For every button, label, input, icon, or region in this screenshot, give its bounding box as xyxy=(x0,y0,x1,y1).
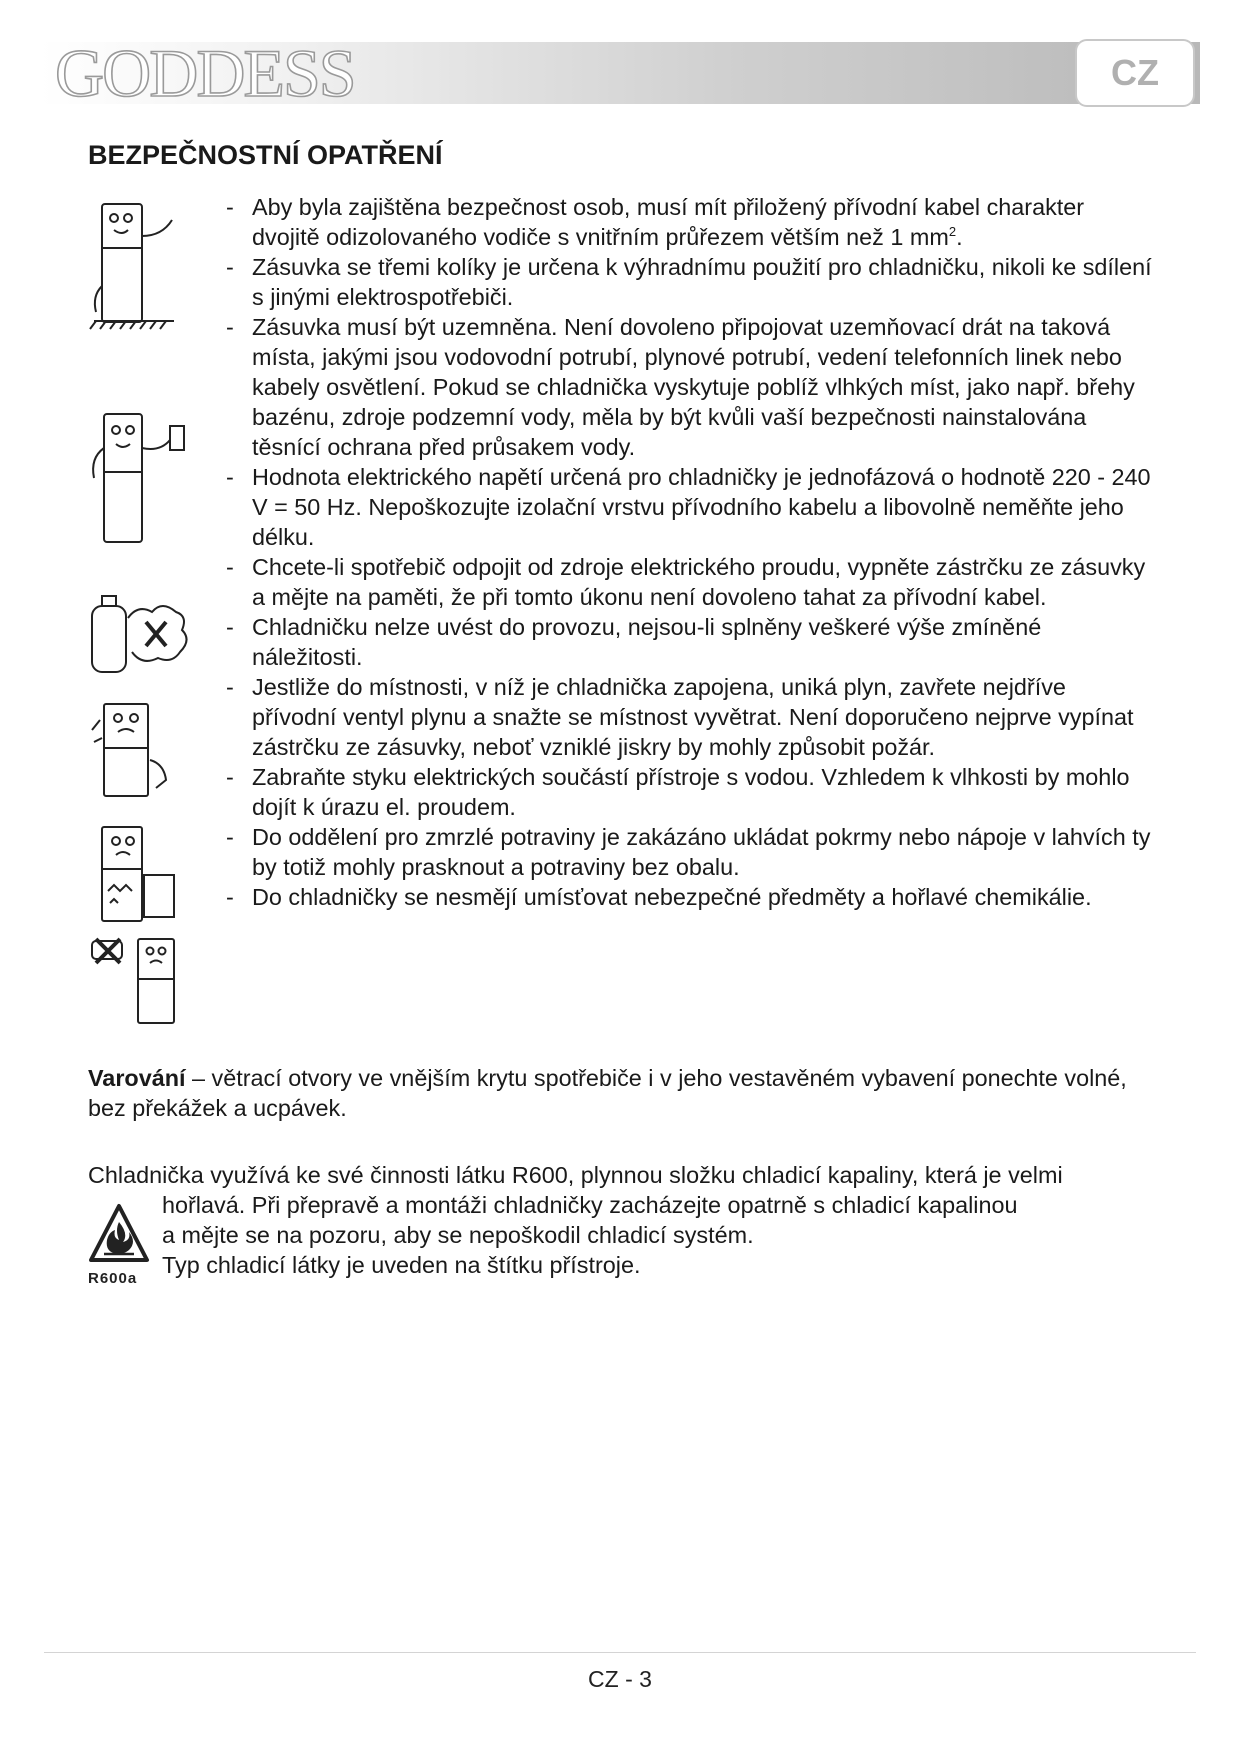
fridge-water-hazard-icon xyxy=(88,825,188,925)
list-item: - Do oddělení pro zmrzlé potraviny je zakázáno ukládat pokrmy nebo nápoje v lahvích ty by totiž mohly prasknout a potraviny bez obalu. xyxy=(224,822,1154,882)
list-item: - Jestliže do místnosti, v níž je chladnička zapojena, uniká plyn, zavřete nejdříve přívodní ventyl plynu a snažte se místnost vyvětrat. Není doporučeno nejprve vypínat zástrčku ze zásuvky, neboť vzniklé jiskry by mohly způsobit požár. xyxy=(224,672,1154,762)
safety-instructions-list xyxy=(224,192,1154,912)
warning-paragraph: Varování – větrací otvory ve vnějším krytu spotřebiče i v jeho vestavěném vybavení ponechte volné, bez překážek a ucpávek. xyxy=(88,1065,1127,1121)
no-flammables-fridge-icon xyxy=(88,935,188,1025)
gas-leak-prohibited-icon xyxy=(88,588,188,678)
refrigerant-icon-label: R600a xyxy=(88,1270,138,1287)
fridge-gas-warning-icon xyxy=(88,700,188,800)
page-title: BEZPEČNOSTNÍ OPATŘENÍ xyxy=(88,140,443,170)
list-item: - Zabraňte styku elektrických součástí přístroje s vodou. Vzhledem k vlhkosti by mohlo dojít k úrazu el. proudem. xyxy=(224,762,1154,822)
language-badge: CZ xyxy=(1075,39,1195,107)
refrigerant-details: hořlavá. Při přepravě a montáži chladničky zacházejte opatrně s chladicí kapalinou a mějte se na pozoru, aby se nepoškodil chladicí systém. Typ chladicí látky je uveden na štítku přístroje. xyxy=(162,1192,1018,1278)
page-number: CZ - 3 xyxy=(588,1666,652,1692)
flammable-warning-icon xyxy=(88,1202,150,1266)
warning-label: Varování xyxy=(88,1065,186,1091)
list-item: - Aby byla zajištěna bezpečnost osob, musí mít přiložený přívodní kabel charakter dvojitě odizolovaného vodiče s vnitřním průřezem větším než 1 $mm^2$. xyxy=(224,192,1154,252)
fridge-grounded-socket-icon xyxy=(88,408,188,548)
refrigerant-intro: Chladnička využívá ke své činnosti látku R600, plynnou složku chladicí kapaliny, která je velmi xyxy=(88,1162,1063,1188)
list-item: - Zásuvka musí být uzemněna. Není dovoleno připojovat uzemňovací drát na taková místa, jakými jsou vodovodní potrubí, plynové potrubí, vedení telefonních linek nebo kabely osvětlení. Pokud se chladnička vyskytuje poblíž vlhkých míst, jako např. břehy bazénu, zdroje podzemní vody, měla by být kvůli vaší bezpečnosti nainstalována těsnící ochrana před průsakem vody. xyxy=(224,312,1154,462)
list-item: - Do chladničky se nesmějí umísťovat nebezpečné předměty a hořlavé chemikálie. xyxy=(224,882,1154,912)
footer-divider xyxy=(44,1652,1196,1653)
refrigerant-block xyxy=(88,1190,1148,1320)
list-item: - Chcete-li spotřebič odpojit od zdroje elektrického proudu, vypněte zástrčku ze zásuvky a mějte na paměti, že při tomto úkonu není dovoleno tahat za přívodní kabel. xyxy=(224,552,1154,612)
list-item: - Hodnota elektrického napětí určená pro chladničky je jednofázová o hodnotě 220 - 240 V = 50 Hz. Nepoškozujte izolační vrstvu přívodního kabelu a libovolně neměňte jeho délku. xyxy=(224,462,1154,552)
list-item: - Zásuvka se třemi kolíky je určena k výhradnímu použití pro chladničku, nikoli ke sdílení s jinými elektrospotřebiči. xyxy=(224,252,1154,312)
brand-logo: GODDESS xyxy=(55,35,355,111)
list-item: - Chladničku nelze uvést do provozu, nejsou-li splněny veškeré výše zmíněné náležitosti. xyxy=(224,612,1154,672)
fridge-plug-cable-icon xyxy=(88,196,188,341)
